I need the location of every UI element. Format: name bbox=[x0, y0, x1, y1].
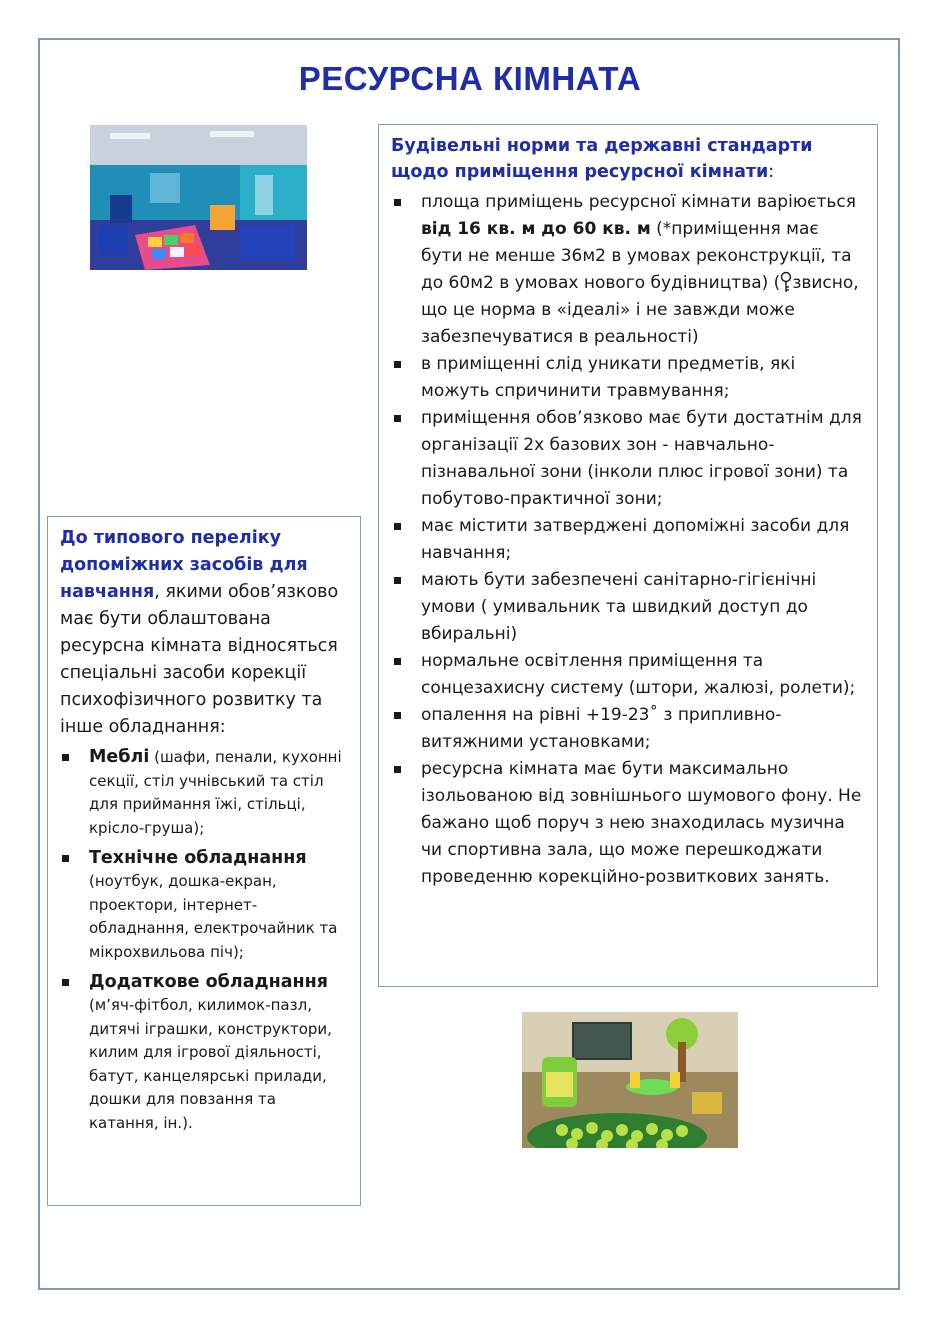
key-icon bbox=[780, 271, 792, 293]
list-item: Додаткове обладнання (м’яч-фітбол, килимок-пазл, дитячі іграшки, конструктори, килим для ігрової діяльності, батут, канцелярські прилади, дошки для повзання та катання, ін.). bbox=[60, 970, 348, 1135]
resource-room-photo bbox=[90, 125, 307, 270]
learning-aids-box bbox=[47, 516, 361, 1206]
page-title: РЕСУРСНА КІМНАТА bbox=[298, 60, 642, 97]
list-item: нормальне освітлення приміщення та сонцезахисну систему (штори, жалюзі, ролети); bbox=[391, 648, 863, 702]
list-item: опалення на рівні +19-23˚ з припливно-витяжними установками; bbox=[391, 702, 863, 756]
building-norms-box bbox=[378, 124, 878, 987]
list-item: в приміщенні слід уникати предметів, які можуть спричинити травмування; bbox=[391, 351, 863, 405]
list-item: Меблі (шафи, пенали, кухонні секції, стіл учнівський та стіл для приймання їжі, стільці, крісло-груша); bbox=[60, 745, 348, 840]
list-item: приміщення обов’язково має бути достатнім для організації 2х базових зон - навчально-пізнавальної зони (інколи плюс ігрової зони) та побутово-практичної зони; bbox=[391, 405, 863, 513]
classroom-photo bbox=[522, 1012, 738, 1148]
building-norms-list bbox=[391, 189, 863, 891]
learning-aids-list bbox=[60, 745, 348, 1135]
list-item: Технічне обладнання (ноутбук, дошка-екран, проектори, інтернет-обладнання, електрочайник та мікрохвильова піч); bbox=[60, 846, 348, 964]
list-item: ресурсна кімната має бути максимально ізольованою від зовнішнього шумового фону. Не бажано щоб поруч з нею знаходилась музична чи спортивна зала, що може перешкоджати проведенню корекційно-розвиткових занять. bbox=[391, 756, 863, 891]
list-item: мають бути забезпечені санітарно-гігієнічні умови ( умивальник та швидкий доступ до вбиральні) bbox=[391, 567, 863, 648]
learning-aids-intro: До типового переліку допоміжних засобів для навчання, якими обов’язково має бути облаштована ресурсна кімната відносяться спеціальні засоби корекції психофізичного розвитку та інше обладнання: bbox=[60, 528, 339, 737]
building-norms-heading: Будівельні норми та державні стандарти щодо приміщення ресурсної кімнати: bbox=[391, 136, 813, 182]
list-item: площа приміщень ресурсної кімнати варіюється від 16 кв. м до 60 кв. м (*приміщення має бути не менше 36м2 в умовах реконструкції, та до 60м2 в умовах нового будівництва) ( звисно, що це норма в «ідеалі» і не завжди може забезпечуватися в реальності) bbox=[391, 189, 863, 351]
list-item: має містити затверджені допоміжні засоби для навчання; bbox=[391, 513, 863, 567]
